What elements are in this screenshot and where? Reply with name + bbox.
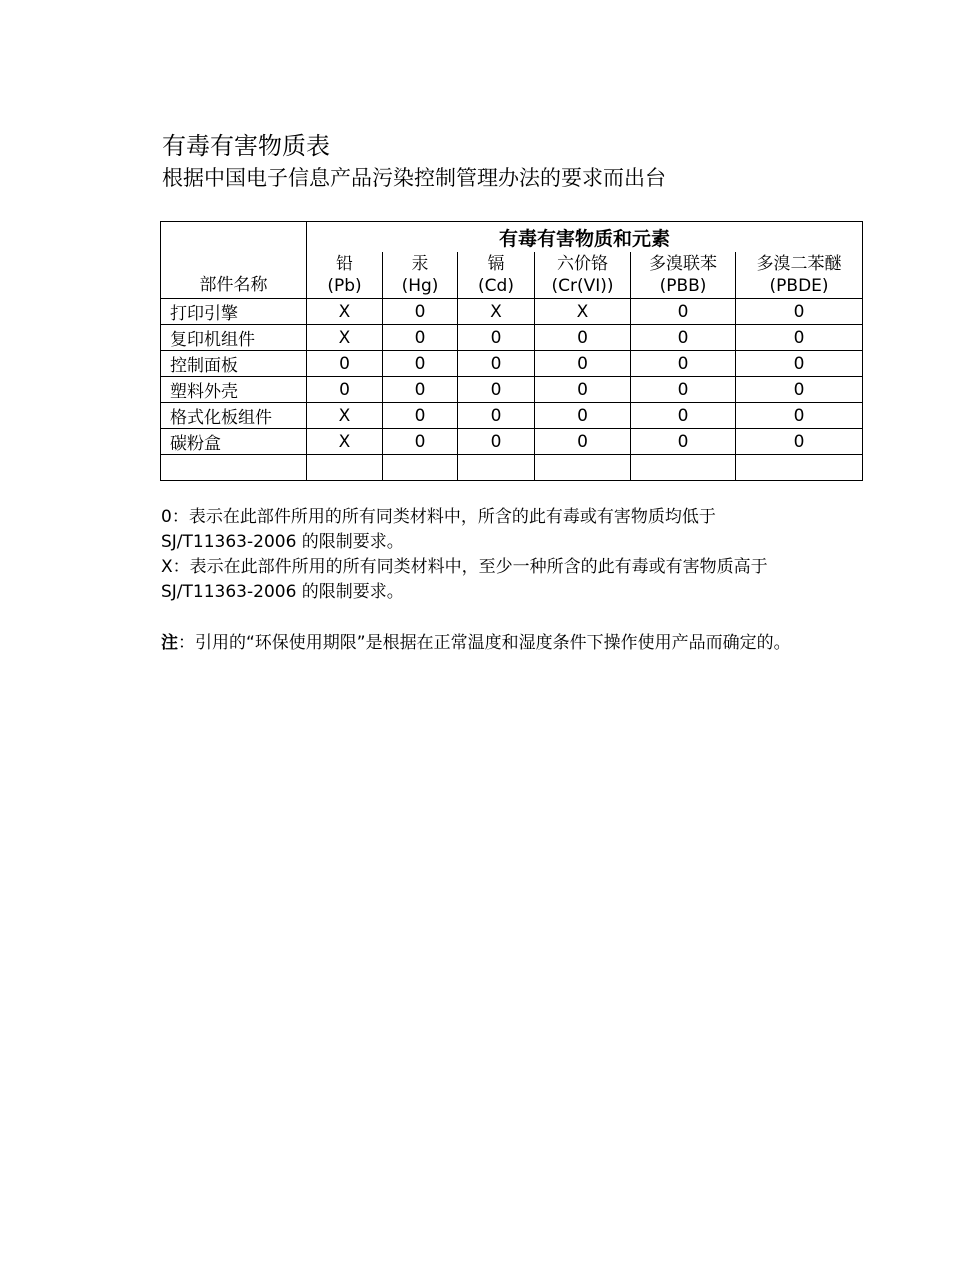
substance-value-cell: 0 — [383, 429, 458, 455]
substance-value-cell: 0 — [535, 403, 631, 429]
substance-value-cell: 0 — [736, 377, 863, 403]
substance-value-cell: 0 — [736, 429, 863, 455]
substance-header — [631, 252, 736, 299]
substance-header — [307, 252, 383, 299]
part-name-cell: 复印机组件 — [161, 325, 307, 351]
part-name-cell: 打印引擎 — [161, 299, 307, 325]
part-name-cell: 控制面板 — [161, 351, 307, 377]
substance-value-cell: 0 — [458, 351, 535, 377]
table-row — [161, 377, 863, 403]
substance-value-cell — [383, 455, 458, 481]
substance-name: 多溴二苯醚 — [756, 254, 842, 274]
substance-symbol: (Hg) — [401, 276, 439, 296]
substance-value-cell: 0 — [631, 377, 736, 403]
substance-value-cell: X — [535, 299, 631, 325]
substance-header — [535, 252, 631, 299]
substance-value-cell: 0 — [458, 325, 535, 351]
substance-value-cell: 0 — [631, 325, 736, 351]
substance-symbol: (Cd) — [478, 276, 514, 296]
footnote-text: ：引用的“环保使用期限”是根据在正常温度和湿度条件下操作使用产品而确定的。 — [178, 633, 791, 653]
table-row — [161, 403, 863, 429]
substance-value-cell — [458, 455, 535, 481]
substance-symbol: (Cr(VI)) — [551, 276, 614, 296]
substance-value-cell: 0 — [383, 299, 458, 325]
part-name-header: 部件名称 — [161, 222, 307, 299]
substance-value-cell: X — [307, 299, 383, 325]
substance-value-cell: 0 — [535, 325, 631, 351]
substance-value-cell: 0 — [535, 429, 631, 455]
substance-value-cell — [736, 455, 863, 481]
substance-value-cell: 0 — [307, 351, 383, 377]
substance-name: 汞 — [411, 254, 429, 274]
zero-note-line-1: 0：表示在此部件所用的所有同类材料中，所含的此有毒或有害物质均低于 — [161, 507, 716, 527]
substance-value-cell: 0 — [383, 403, 458, 429]
part-name-cell: 格式化板组件 — [161, 403, 307, 429]
footnote — [161, 631, 791, 656]
substance-value-cell: 0 — [383, 351, 458, 377]
substance-symbol: (Pb) — [327, 276, 362, 296]
x-note-line-2: SJ/T11363-2006 的限制要求。 — [161, 582, 404, 602]
substance-symbol: (PBDE) — [769, 276, 829, 296]
substance-value-cell: 0 — [458, 403, 535, 429]
substances-group-header: 有毒有害物质和元素 — [307, 222, 863, 253]
substance-value-cell: 0 — [631, 403, 736, 429]
substance-value-cell: 0 — [736, 299, 863, 325]
hazardous-substances-table — [160, 221, 863, 481]
substance-value-cell — [631, 455, 736, 481]
substance-value-cell: 0 — [736, 403, 863, 429]
substance-value-cell: 0 — [631, 429, 736, 455]
document-title: 有毒有害物质表 — [162, 132, 330, 160]
part-name-cell — [161, 455, 307, 481]
notes-section — [161, 505, 768, 605]
substance-name: 铅 — [336, 254, 353, 274]
substance-name: 镉 — [487, 254, 505, 274]
substance-value-cell — [307, 455, 383, 481]
x-note-line-1: X：表示在此部件所用的所有同类材料中，至少一种所含的此有毒或有害物质高于 — [161, 557, 768, 577]
substance-value-cell: X — [307, 403, 383, 429]
substance-value-cell: 0 — [458, 377, 535, 403]
table-row — [161, 429, 863, 455]
substance-value-cell — [535, 455, 631, 481]
substance-value-cell: X — [458, 299, 535, 325]
table-row — [161, 325, 863, 351]
substance-header — [383, 252, 458, 299]
substance-header — [736, 252, 863, 299]
substance-value-cell: 0 — [383, 377, 458, 403]
table-row — [161, 455, 863, 481]
footnote-label: 注 — [161, 633, 178, 653]
table-row — [161, 299, 863, 325]
table-row — [161, 351, 863, 377]
substance-value-cell: 0 — [535, 351, 631, 377]
substance-value-cell: 0 — [535, 377, 631, 403]
substance-value-cell: 0 — [736, 351, 863, 377]
part-name-cell: 塑料外壳 — [161, 377, 307, 403]
substance-value-cell: 0 — [631, 299, 736, 325]
substance-symbol: (PBB) — [659, 276, 707, 296]
substance-value-cell: 0 — [307, 377, 383, 403]
substance-value-cell: 0 — [736, 325, 863, 351]
substance-name: 多溴联苯 — [649, 254, 717, 274]
zero-note-line-2: SJ/T11363-2006 的限制要求。 — [161, 532, 404, 552]
substance-value-cell: 0 — [383, 325, 458, 351]
substance-header — [458, 252, 535, 299]
part-name-cell: 碳粉盒 — [161, 429, 307, 455]
substance-value-cell: X — [307, 325, 383, 351]
document-subtitle: 根据中国电子信息产品污染控制管理办法的要求而出台 — [162, 166, 666, 190]
substance-value-cell: 0 — [631, 351, 736, 377]
substance-name: 六价铬 — [557, 254, 608, 274]
substance-value-cell: 0 — [458, 429, 535, 455]
substance-value-cell: X — [307, 429, 383, 455]
